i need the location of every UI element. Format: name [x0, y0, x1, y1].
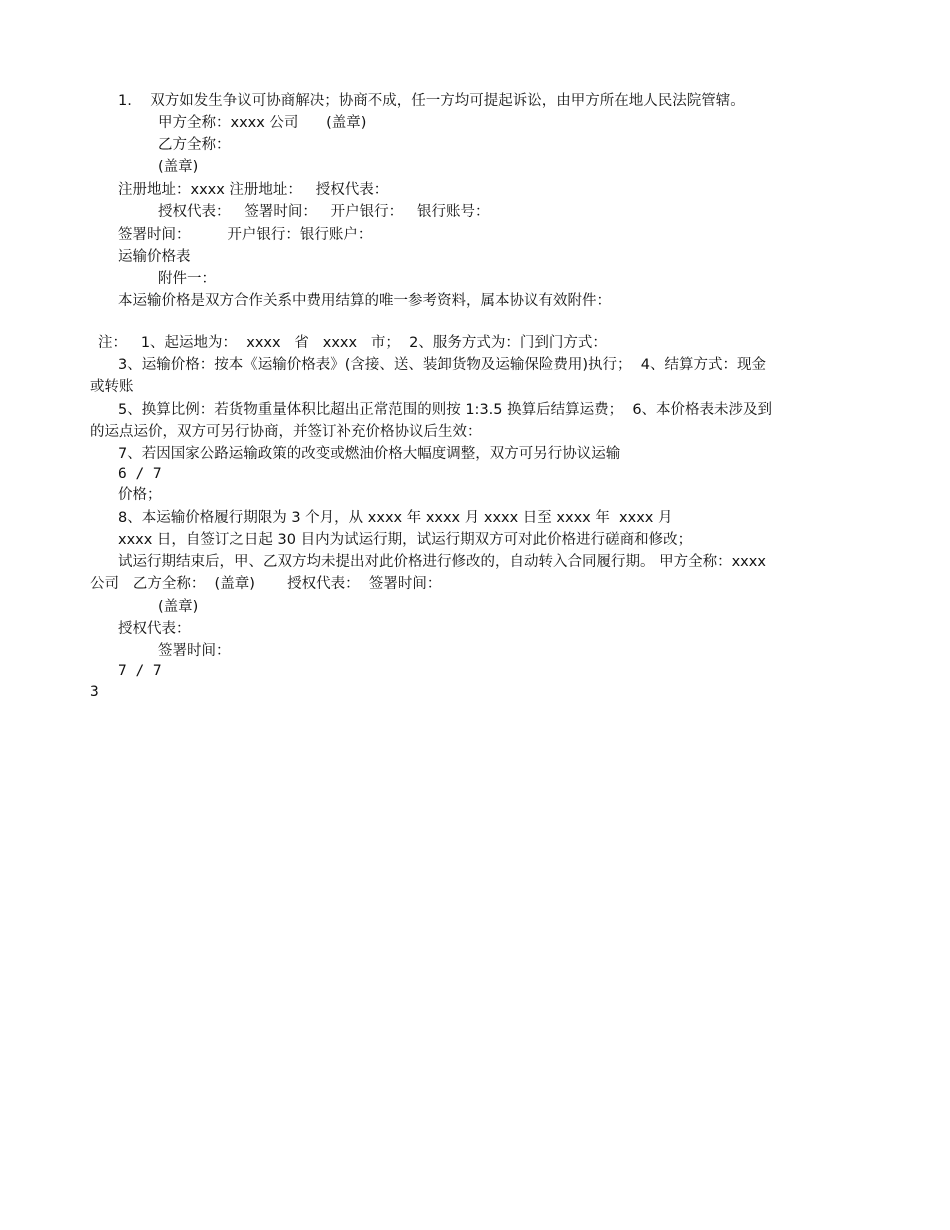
- registered-address: 注册地址：xxxx 注册地址： 授权代表：: [118, 182, 389, 198]
- note-item-4-continued: 或转账: [90, 379, 134, 395]
- bank-fields: 签署时间： 开户银行：银行账户：: [118, 227, 373, 243]
- note-item-6-continued: 的运点运价，双方可另行协商，并签订补充价格协议后生效：: [90, 424, 482, 440]
- section-heading-price-table: 运输价格表: [118, 249, 191, 265]
- party-a-name: 甲方全称：xxxx 公司 (盖章): [158, 115, 367, 131]
- signatory-fields: 授权代表： 签署时间： 开户银行： 银行账号：: [158, 204, 490, 220]
- note-items-1-2: 注： 1、起运地为： xxxx 省 xxxx 市； 2、服务方式为：门到门方式：: [98, 335, 607, 351]
- note-items-5-6: 5、换算比例：若货物重量体积比超出正常范围的则按 1:3.5 换算后结算运费； 6、本价格表未涉及到: [118, 402, 773, 418]
- price-table-intro: 本运输价格是双方合作关系中费用结算的唯一参考资料，属本协议有效附件：: [118, 293, 611, 309]
- authorized-rep-label: 授权代表：: [118, 621, 191, 637]
- party-b-name: 乙方全称：: [158, 137, 231, 153]
- trailing-number: 3: [90, 684, 99, 700]
- appendix-label: 附件一：: [158, 271, 216, 287]
- note-item-8: 8、本运输价格履行期限为 3 个月，从 xxxx 年 xxxx 月 xxxx 日至 xxxx 年 xxxx 月: [118, 510, 673, 526]
- note-item-8-continued: xxxx 日，自签订之日起 30 目内为试运行期，试运行期双方可对此价格进行磋商和修改；: [118, 532, 693, 548]
- page-number-7: 7 / 7: [118, 663, 162, 679]
- clause-1-dispute: 1. 双方如发生争议可协商解决；协商不成，任一方均可提起诉讼，由甲方所在地人民法院管辖。: [118, 93, 745, 109]
- signature-block-line: 公司 乙方全称： (盖章) 授权代表： 签署时间：: [90, 576, 442, 592]
- note-item-7: 7、若因国家公路运输政策的改变或燃油价格大幅度调整，双方可另行协议运输: [118, 446, 621, 462]
- seal-label: (盖章): [158, 159, 199, 175]
- seal-label-2: (盖章): [158, 599, 199, 615]
- trial-period-end: 试运行期结束后，甲、乙双方均未提出对此价格进行修改的，自动转入合同履行期。 甲方全称：xxxx: [118, 554, 766, 570]
- note-items-3-4: 3、运输价格：按本《运输价格表》(含接、送、装卸货物及运输保险费用)执行； 4、结算方式：现金: [118, 357, 766, 373]
- sign-time-label: 签署时间：: [158, 643, 231, 659]
- page-number-6: 6 / 7: [118, 466, 162, 482]
- note-item-7-continued: 价格；: [118, 487, 162, 503]
